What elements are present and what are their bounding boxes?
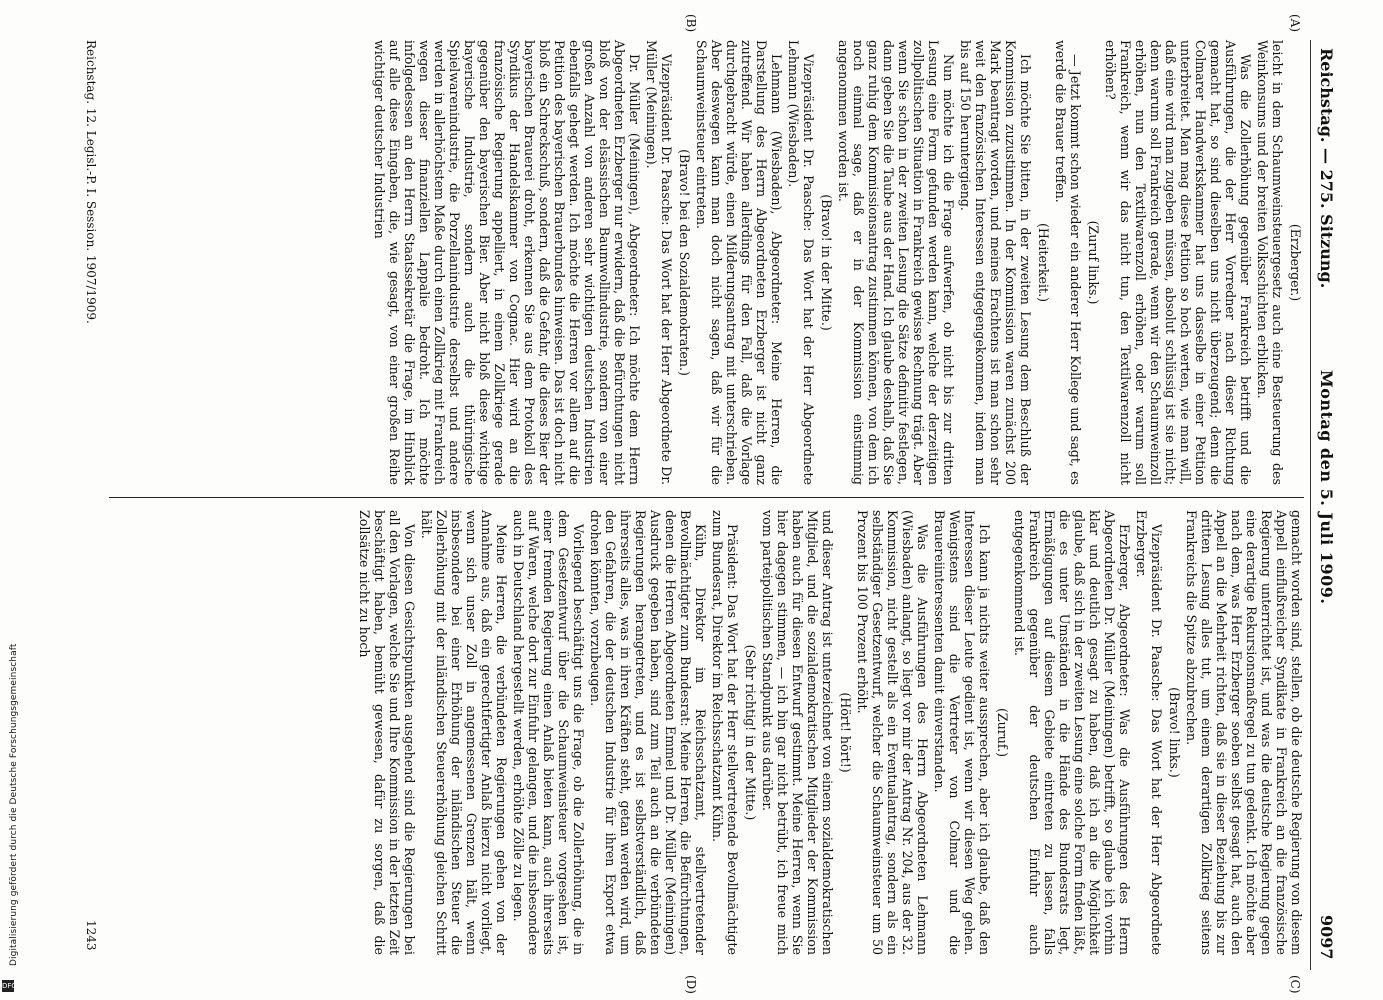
interjection: (Hört! hört!) <box>838 692 853 773</box>
interjection: (Sehr richtig! in der Mitte.) <box>743 644 758 821</box>
paragraph: Nun möchte ich die Frage aufwerfen, ob nicht bis zur dritten Lesung eine Form gefunden werden kann, welche der derzeitigen zollpolitischen Situation in Frankreich gewisse Rechnung trägt. Aber wenn Sie schon in der zweiten Lesung die Sätze definitiv festlegen, dann geben Sie die Taube aus der Hand. Ich glaube deshalb, daß Sie ganz ruhig dem Kommissionsantrag zustimmen können, von dem ich noch einmal sage, daß er in der Kommission einstimmig angenommen worden ist. <box>836 40 956 485</box>
paragraph: Ich kann ja nichts weiter aussprechen, aber ich glaube, daß den Interessen dieser Leute gedient ist, wenn wir diesen Weg gehen. Wenigstens sind die Vertreter von Colmar und die Brauereiinteressenten damit einverstanden. <box>932 510 992 955</box>
paragraph: Vorliegend beschäftigt uns die Frage, ob die Zollerhöhung, die in dem Gesetzentwurf über die Schaumweinsteuer vorgesehen ist, einer fremden Regierung einen Anlaß bieten kann, auch ihrerseits auf Waren, welche dort zur Einfuhr gelangen, und die insbesondere auch in Deutschland hergestellt werden, erhöhte Zölle zu legen. <box>511 510 586 955</box>
page-number: 9097 <box>1317 915 1336 960</box>
digitization-credit <box>2 6 19 994</box>
speaker-continued: (Erzberger.) <box>1288 223 1303 302</box>
speaker-paragraph: Vizepräsident Dr. Paasche: Das Wort hat der Herr Abgeordnete Dr. Müller (Meiningen). <box>644 40 674 485</box>
paragraph: gemacht worden sind, stellen, ob die deutsche Regierung von diesem Appell einflußreicher Syndikate in Frankreich an die französische Regierung unterrichtet ist, und was die deutsche Regierung gegen eine derartige Rekursionsmaßregel zu tun gedenkt. Ich möchte aber nach dem, was Herr Erzberger soeben selbst gesagt hat, auch den Appell an die Mehrheit richten, daß sie in dieser Beziehung bis zur dritten Lesung alles tut, um einem derartigen Zollkrieg seitens Frankreichs die Spitze abzubrechen. <box>1184 510 1304 955</box>
footer-right: 1243 <box>84 920 98 951</box>
paragraph: — Jetzt kommt schon wieder ein anderer Herr Kollege und sagt, es werde die Brauer treffen. <box>1053 40 1083 485</box>
page-header <box>1312 40 1338 970</box>
digitization-credit-text: Digitalisierung gefördert durch die Deutsche Forschungsgemeinschaft <box>9 643 19 966</box>
left-column <box>370 40 1304 485</box>
paragraph: Was die Zollerhöhung gegenüber Frankreich betrifft und die Ausführungen, die der Herr Vorredner nach dieser Richtung gemacht hat, so sind dieselben uns nicht überzeugend; denn die Colmarer Handwerkskammer hat uns dasselbe in einer Petition unterbreitet. Man mag diese Petition so hoch werten, wie man will, daß eine wird man zugeben müssen, absolut schlüssig ist sie nicht; denn warum soll Frankreich gerade, wenn wir den Schaumweinzoll erhöhen, nun den Textilwarenzoll erhöhen, oder warum soll Frankreich, wenn wir das nicht tun, den Textilwarenzoll nicht erhöhen? <box>1103 40 1253 485</box>
rotated-page-content <box>48 14 1338 994</box>
paragraph: Von diesen Gesichtspunkten ausgehend sind die Regierungen bei all den Vorlagen, welche Sie und Ihre Kommission in der letzten Zeit beschäftigt haben, bemüht gewesen, dafür zu sorgen, daß die Zollsätze nicht zu hoch <box>357 510 417 955</box>
margin-marker-d: (D) <box>684 975 698 994</box>
right-column <box>355 510 1304 955</box>
interjection: (Heiterkeit.) <box>1036 223 1051 302</box>
paragraph: und dieser Antrag ist unterzeichnet von einem sozialdemokratischen Mitglied, und die sozialdemokratischen Mitglieder der Kommission haben auch für diesen Entwurf gestimmt. Meine Herren, wenn Sie hier dagegen stimmen, — ich bin gar nicht betrübt, ich freue mich vom parteipolitischen Standpunkt aus darüber. <box>760 510 835 955</box>
speaker-paragraph: Dr. Müller (Meiningen), Abgeordneter: Ich möchte dem Herrn Abgeordneten Erzberger nur erwidern, daß die Befürchtungen nicht bloß von der elsässischen Baumwollindustrie, sondern von einer großen Anzahl von anderen sehr wichtigen deutschen Industrien ebenfalls gehegt werden. Ich möchte die Herren vor allem auf die Petition des bayerischen Brauerbundes hinweisen. Das ist doch nicht bloß ein Schreckschuß, sondern, daß die Gefahr, die dieses Bier der bayerischen Brauerei droht, erkennen Sie aus dem Protokoll des Syndikus der Handelskammer von Cognac. Hier wird an die französische Regierung appelliert, in einem Zollkriege gerade gegenüber den bayerischen Bier. Aber nicht bloß diese wichtige bayerische Industrie, sondern auch die thüringische Spielwarenindustrie, die Porzellanindustrie derselbst und andere werden in allerhöchstem Maße durch einen Zollkrieg mit Frankreich wegen dieser finanziellen Lappalie bedroht. Ich möchte infolgedessen an den Herrn Staatssekretär die Frage, im Hinblick auf alle diese Eingaben, die, wie gesagt, von einer großen Reihe wichtiger deutscher Industrien <box>372 40 642 485</box>
interjection: (Bravo! links.) <box>1167 687 1182 778</box>
speaker-paragraph: Präsident: Das Wort hat der Herr stellvertretende Bevollmächtigte zum Bundesrat, Direktor im Reichsschatzamt Kühn. <box>710 510 740 955</box>
margin-marker-c: (C) <box>1288 975 1302 994</box>
interjection: (Bravo! in der Mitte.) <box>819 194 834 331</box>
speaker-paragraph: Lehmann (Wiesbaden), Abgeordneter: Meine Herren, die Darstellung des Herrn Abgeordneten Erzberger ist nicht ganz zutreffend. Wir haben allerdings für den Fall, daß die Vorlage durchgebracht würde, einen Milderungsantrag mit unterschrieben. Aber deswegen kann man doch nicht sagen, daß wir für die Schaumweinsteuer eintreten. <box>694 40 784 485</box>
footer-left: Reichstag. 12. Legisl.-P. I. Session. 1907/1909. <box>84 40 98 324</box>
margin-marker-b: (B) <box>684 14 698 33</box>
header-date: Montag den 5. Juli 1909. <box>1317 370 1336 605</box>
speaker-paragraph: Kühn, Direktor im Reichsschatzamt, stellvertretender Bevollmächtigter zum Bundesrat: Meine Herren, die Befürchtungen, denen die Herren Abgeordneten Emmel und Dr. Müller (Meiningen) Ausdruck gegeben haben, sind zum Teil auch an die verbündeten Regierungen herangetreten, und es ist selbstverständlich, daß ihrerseits alles, was in ihren Kräften steht, getan werden wird, um den Gefahren, die der deutschen Industrie für ihren Export etwa drohen könnten, vorzubeugen. <box>588 510 708 955</box>
dfg-logo: DFG <box>2 982 17 990</box>
speaker-paragraph: Erzberger, Abgeordneter: Was die Ausführungen des Herrn Abgeordneten Dr. Müller (Meiningen) betrifft, so glaube ich vorhin klar und deutlich gesagt zu haben, daß ich an die Möglichkeit glaube, daß sich in der zweiten Lesung eine solche Form finden läßt, die es unter Umständen in die Hände des Bundesrats legt, Ermäßigungen auf diesem Gebiete eintreten zu lassen, falls Frankreich gegenüber der deutschen Einfuhr auch entgegenkommend ist. <box>1012 510 1132 955</box>
margin-marker-a: (A) <box>1288 14 1302 33</box>
speaker-paragraph: Vizepräsident Dr. Paasche: Das Wort hat der Herr Abgeordnete Erzberger. <box>1134 510 1164 955</box>
paragraph: Was die Ausführungen des Herrn Abgeordneten Lehmann (Wiesbaden) anlangt, so liegt vor mir der Antrag Nr. 204, aus der 32. Kommission, nicht gestellt als ein Eventualantrag, sondern als ein selbständiger Gesetzentwurf, welcher die Schaumweinsteuer um 50 Prozent bis 100 Prozent erhöht. <box>855 510 930 955</box>
interjection: (Bravo! bei den Sozialdemokraten.) <box>677 149 692 376</box>
interjection: (Zuruf links.) <box>1086 220 1101 305</box>
header-rule <box>1310 40 1311 970</box>
interjection: (Zuruf.) <box>995 707 1010 758</box>
paragraph: Ich möchte Sie bitten, in der zweiten Lesung dem Beschluß der Kommission zuzustimmen. In der Kommission waren zunächst 200 Mark beantragt worden, und meines Erachtens ist man schon sehr weit den französischen Interessen entgegengekommen, indem man bis auf 150 heruntergieng. <box>958 40 1033 485</box>
header-left: Reichstag. — 275. Sitzung. <box>1317 48 1336 289</box>
speaker-paragraph: Vizepräsident Dr. Paasche: Das Wort hat der Herr Abgeordnete Lehmann (Wiesbaden). <box>786 40 816 485</box>
column-divider <box>109 497 1304 498</box>
paragraph: Meine Herren, die verbündeten Regierungen gehen von der Annahme aus, daß ein gerechtfertigter Anlaß hierzu nicht vorliegt, wenn sich unser Zoll in angemessenen Grenzen hält, wenn insbesondere bei einer Erhöhung der inländischen Steuer die Zollerhöhung mit der inländischen Steuererhöhung gleichen Schritt hält. <box>419 510 509 955</box>
paragraph: leicht in dem Schaumweinsteuergesetz auch eine Besteuerung des Weinkonsums und der breiten Volksschichten erblicken. <box>1255 40 1285 485</box>
